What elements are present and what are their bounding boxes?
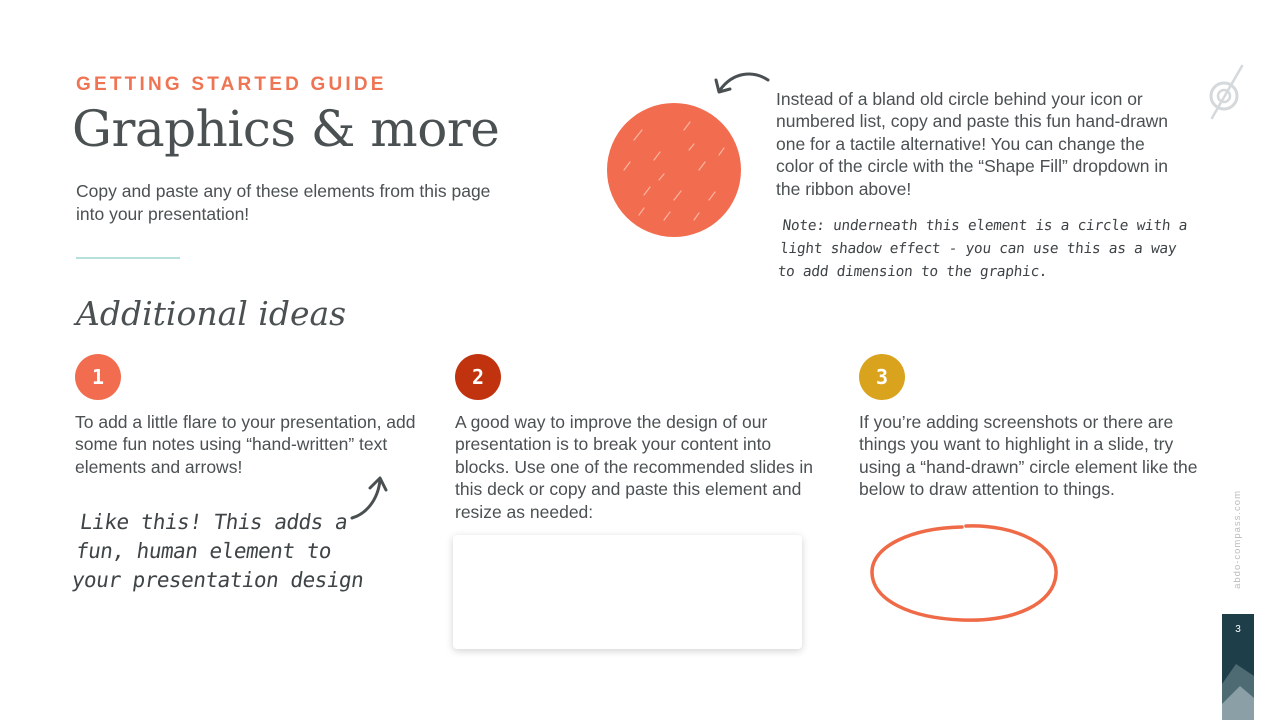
hand-drawn-oval-highlight[interactable] <box>866 520 1062 626</box>
compass-logo-icon <box>1202 62 1250 120</box>
section-subtitle: Additional ideas <box>76 294 347 333</box>
hand-drawn-arrow-icon[interactable] <box>344 470 394 524</box>
page-title: Graphics & more <box>72 100 500 158</box>
circle-description: Instead of a bland old circle behind your icon or numbered list, copy and paste this fun hand-drawn one for a tactile alternative! You can change the color of the circle with the “Shape Fill” dropdown in the ribbon above! <box>776 89 1169 199</box>
idea-text-1: To add a little flare to your presentation, add some fun notes using “hand-written” text elements and arrows! <box>75 412 416 477</box>
number-badge-3[interactable]: 3 <box>859 354 905 400</box>
footer-url: abdo-compass.com <box>1232 490 1243 589</box>
section-eyebrow: GETTING STARTED GUIDE <box>76 74 387 95</box>
intro-text: Copy and paste any of these elements from this page into your presentation! <box>76 181 491 224</box>
handwritten-note: Note: underneath this element is a circle with a light shadow effect - you can use this as a way to add dimension to the graphic. <box>776 218 1188 280</box>
idea-text-3: If you’re adding screenshots or there are things you want to highlight in a slide, try using a “hand-drawn” circle element like the below to draw attention to things. <box>859 412 1198 500</box>
content-block-card[interactable] <box>453 535 802 649</box>
number-badge-1[interactable]: 1 <box>75 354 121 400</box>
curved-arrow-icon <box>708 68 772 104</box>
page-number: 3 <box>1235 624 1241 635</box>
idea-text-2: A good way to improve the design of our presentation is to break your content into blocks. Use one of the recommended slides in this deck or copy and paste this element and resize as needed: <box>455 412 813 522</box>
hand-drawn-circle-graphic[interactable] <box>604 100 744 240</box>
page-number-tab <box>1222 614 1254 720</box>
divider-rule <box>76 257 180 259</box>
handwritten-example-note[interactable]: Like this! This adds a fun, human element to your presentation design <box>70 510 366 592</box>
number-badge-2[interactable]: 2 <box>455 354 501 400</box>
mountain-decoration <box>1222 614 1254 720</box>
